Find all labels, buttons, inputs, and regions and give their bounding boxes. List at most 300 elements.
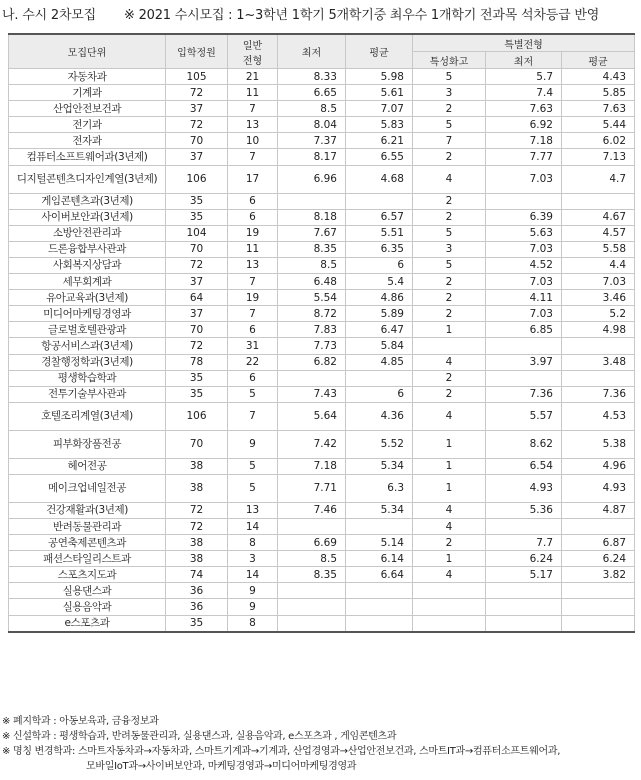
cell-min: 7.18 [278, 458, 346, 474]
cell-min: 7.71 [278, 474, 346, 502]
cell-special-school: 2 [413, 370, 486, 386]
footnote-renamed: ※ 명칭 변경학과: 스마트자동차과→자동차과, 스마트기계과→기계과, 산업경영과→산업안전보건과, 스마트IT과→컴퓨터소프트웨어과, [2, 746, 561, 757]
cell-min: 8.35 [278, 241, 346, 257]
table-row [9, 535, 635, 551]
cell-min: 6.48 [278, 274, 346, 290]
cell-special-min [486, 338, 562, 354]
table-row [9, 85, 635, 101]
cell-special-min [486, 615, 562, 632]
cell-general: 5 [228, 386, 278, 402]
cell-special-min: 7.18 [486, 133, 562, 149]
cell-special-school: 2 [413, 101, 486, 117]
cell-min: 6.96 [278, 165, 346, 193]
cell-quota: 105 [166, 69, 228, 85]
cell-general: 13 [228, 117, 278, 133]
table-row [9, 274, 635, 290]
cell-min [278, 599, 346, 615]
cell-unit: 유아교육과(3년제) [9, 290, 166, 306]
table-row [9, 193, 635, 209]
cell-min: 8.18 [278, 209, 346, 225]
table-row [9, 430, 635, 458]
cell-avg: 6.35 [346, 241, 413, 257]
cell-general: 13 [228, 502, 278, 518]
cell-special-min: 3.97 [486, 354, 562, 370]
cell-avg: 5.34 [346, 458, 413, 474]
cell-avg: 5.61 [346, 85, 413, 101]
cell-special-min [486, 370, 562, 386]
header-avg: 평균 [346, 34, 413, 69]
cell-unit: 컴퓨터소프트웨어과(3년제) [9, 149, 166, 165]
cell-unit: 소방안전관리과 [9, 225, 166, 241]
cell-quota: 106 [166, 402, 228, 430]
cell-quota: 38 [166, 474, 228, 502]
cell-special-min: 6.92 [486, 117, 562, 133]
cell-special-school: 1 [413, 474, 486, 502]
cell-min: 8.04 [278, 117, 346, 133]
cell-special-school [413, 615, 486, 632]
cell-min: 7.46 [278, 502, 346, 518]
cell-special-avg: 6.24 [562, 551, 635, 567]
cell-min: 8.72 [278, 306, 346, 322]
cell-unit: 실용음악과 [9, 599, 166, 615]
cell-min [278, 370, 346, 386]
cell-general: 9 [228, 583, 278, 599]
cell-special-school: 5 [413, 117, 486, 133]
table-row [9, 583, 635, 599]
cell-unit: 공연축제콘텐츠과 [9, 535, 166, 551]
header-special-min: 최저 [486, 52, 562, 69]
cell-special-school: 2 [413, 535, 486, 551]
cell-unit: 세무회계과 [9, 274, 166, 290]
cell-avg: 6 [346, 386, 413, 402]
cell-quota: 35 [166, 209, 228, 225]
cell-avg: 6.21 [346, 133, 413, 149]
cell-general: 13 [228, 257, 278, 273]
cell-special-avg: 4.93 [562, 474, 635, 502]
cell-general: 6 [228, 322, 278, 338]
cell-avg: 6.3 [346, 474, 413, 502]
table-row [9, 386, 635, 402]
cell-avg [346, 599, 413, 615]
cell-quota: 74 [166, 567, 228, 583]
cell-unit: 평생학습학과 [9, 370, 166, 386]
cell-quota: 38 [166, 535, 228, 551]
cell-special-school: 4 [413, 567, 486, 583]
cell-avg [346, 518, 413, 534]
cell-general: 11 [228, 241, 278, 257]
cell-avg: 6.14 [346, 551, 413, 567]
cell-special-school: 2 [413, 193, 486, 209]
cell-special-school: 5 [413, 69, 486, 85]
cell-general: 6 [228, 209, 278, 225]
table-row [9, 458, 635, 474]
cell-special-avg: 4.87 [562, 502, 635, 518]
table-row [9, 402, 635, 430]
table-row [9, 290, 635, 306]
cell-special-avg: 7.03 [562, 274, 635, 290]
cell-special-school: 1 [413, 322, 486, 338]
cell-special-school: 5 [413, 257, 486, 273]
cell-avg [346, 370, 413, 386]
table-row [9, 306, 635, 322]
section-title [2, 4, 641, 23]
cell-avg: 6.55 [346, 149, 413, 165]
cell-min: 7.67 [278, 225, 346, 241]
cell-special-avg [562, 599, 635, 615]
cell-quota: 35 [166, 615, 228, 632]
cell-general: 7 [228, 101, 278, 117]
cell-special-min: 5.7 [486, 69, 562, 85]
cell-avg: 5.84 [346, 338, 413, 354]
header-special-avg: 평균 [562, 52, 635, 69]
cell-special-school: 4 [413, 402, 486, 430]
cell-min: 8.5 [278, 551, 346, 567]
cell-special-avg: 4.96 [562, 458, 635, 474]
table-row [9, 241, 635, 257]
table-row [9, 101, 635, 117]
table-row [9, 69, 635, 85]
cell-special-avg: 3.82 [562, 567, 635, 583]
cell-special-min: 4.93 [486, 474, 562, 502]
cell-unit: e스포츠과 [9, 615, 166, 632]
cell-general: 7 [228, 402, 278, 430]
table-row [9, 225, 635, 241]
cell-avg: 5.89 [346, 306, 413, 322]
cell-special-school: 1 [413, 458, 486, 474]
cell-special-school [413, 599, 486, 615]
cell-general: 9 [228, 599, 278, 615]
cell-general: 19 [228, 225, 278, 241]
cell-quota: 70 [166, 241, 228, 257]
cell-quota: 72 [166, 518, 228, 534]
cell-general: 7 [228, 274, 278, 290]
cell-special-school [413, 583, 486, 599]
header-min: 최저 [278, 34, 346, 69]
cell-quota: 35 [166, 193, 228, 209]
table-row [9, 370, 635, 386]
cell-special-min: 6.54 [486, 458, 562, 474]
cell-special-avg [562, 615, 635, 632]
cell-unit: 드론융합부사관과 [9, 241, 166, 257]
cell-quota: 106 [166, 165, 228, 193]
cell-avg: 5.34 [346, 502, 413, 518]
cell-special-school: 4 [413, 354, 486, 370]
cell-avg: 4.86 [346, 290, 413, 306]
table-row [9, 599, 635, 615]
cell-quota: 72 [166, 502, 228, 518]
cell-special-min [486, 583, 562, 599]
cell-special-school: 2 [413, 386, 486, 402]
cell-min: 6.65 [278, 85, 346, 101]
cell-general: 5 [228, 458, 278, 474]
cell-unit: 사이버보안과(3년제) [9, 209, 166, 225]
cell-quota: 64 [166, 290, 228, 306]
cell-unit: 반려동물관리과 [9, 518, 166, 534]
cell-quota: 37 [166, 306, 228, 322]
cell-special-school [413, 338, 486, 354]
cell-min: 7.83 [278, 322, 346, 338]
cell-special-min: 7.4 [486, 85, 562, 101]
cell-special-avg: 4.57 [562, 225, 635, 241]
cell-special-avg: 4.67 [562, 209, 635, 225]
cell-special-avg: 4.7 [562, 165, 635, 193]
cell-min: 7.42 [278, 430, 346, 458]
cell-unit: 산업안전보건과 [9, 101, 166, 117]
cell-avg: 5.4 [346, 274, 413, 290]
cell-general: 5 [228, 474, 278, 502]
header-quota: 입학정원 [166, 34, 228, 69]
cell-min: 8.33 [278, 69, 346, 85]
cell-special-school: 3 [413, 85, 486, 101]
cell-unit: 글로벌호텔관광과 [9, 322, 166, 338]
cell-avg: 4.36 [346, 402, 413, 430]
cell-general: 9 [228, 430, 278, 458]
cell-min: 8.5 [278, 257, 346, 273]
cell-quota: 38 [166, 458, 228, 474]
cell-avg: 5.83 [346, 117, 413, 133]
cell-special-avg [562, 193, 635, 209]
cell-unit: 기계과 [9, 85, 166, 101]
cell-min: 5.64 [278, 402, 346, 430]
cell-avg: 5.98 [346, 69, 413, 85]
cell-special-school: 2 [413, 274, 486, 290]
table-row [9, 567, 635, 583]
cell-special-school: 2 [413, 149, 486, 165]
table-row [9, 149, 635, 165]
cell-general: 6 [228, 370, 278, 386]
cell-special-avg [562, 338, 635, 354]
cell-unit: 게임콘텐츠과(3년제) [9, 193, 166, 209]
footnotes [2, 714, 641, 774]
cell-unit: 스포츠지도과 [9, 567, 166, 583]
cell-special-avg: 3.46 [562, 290, 635, 306]
cell-special-min: 7.03 [486, 274, 562, 290]
cell-general: 7 [228, 149, 278, 165]
table-row [9, 257, 635, 273]
table-row [9, 502, 635, 518]
footnote-new: ※ 신설학과 : 평생학습과, 반려동물관리과, 실용댄스과, 실용음악과, e스포츠과 , 게임콘텐츠과 [2, 731, 397, 742]
cell-special-min: 6.39 [486, 209, 562, 225]
cell-special-avg: 7.13 [562, 149, 635, 165]
cell-general: 8 [228, 615, 278, 632]
cell-general: 31 [228, 338, 278, 354]
cell-quota: 35 [166, 386, 228, 402]
cell-special-min: 7.77 [486, 149, 562, 165]
header-special: 특별전형 [413, 34, 635, 52]
cell-quota: 72 [166, 257, 228, 273]
cell-quota: 70 [166, 430, 228, 458]
cell-unit: 항공서비스과(3년제) [9, 338, 166, 354]
cell-min [278, 518, 346, 534]
cell-quota: 35 [166, 370, 228, 386]
cell-min: 7.73 [278, 338, 346, 354]
cell-special-avg: 3.48 [562, 354, 635, 370]
cell-special-avg: 4.4 [562, 257, 635, 273]
cell-special-school: 2 [413, 209, 486, 225]
cell-special-min: 7.03 [486, 306, 562, 322]
cell-general: 11 [228, 85, 278, 101]
cell-quota: 70 [166, 133, 228, 149]
table-row [9, 354, 635, 370]
cell-avg [346, 615, 413, 632]
cell-special-avg: 5.58 [562, 241, 635, 257]
cell-avg: 5.52 [346, 430, 413, 458]
cell-quota: 72 [166, 338, 228, 354]
cell-quota: 104 [166, 225, 228, 241]
cell-special-min: 7.36 [486, 386, 562, 402]
cell-unit: 호텔조리계열(3년제) [9, 402, 166, 430]
cell-min: 6.69 [278, 535, 346, 551]
cell-quota: 78 [166, 354, 228, 370]
table-row [9, 133, 635, 149]
cell-general: 19 [228, 290, 278, 306]
table-row [9, 322, 635, 338]
cell-quota: 38 [166, 551, 228, 567]
cell-special-school: 2 [413, 290, 486, 306]
cell-quota: 37 [166, 101, 228, 117]
cell-unit: 메이크업네일전공 [9, 474, 166, 502]
cell-unit: 자동차과 [9, 69, 166, 85]
cell-special-min: 5.17 [486, 567, 562, 583]
cell-quota: 36 [166, 583, 228, 599]
cell-unit: 경찰행정학과(3년제) [9, 354, 166, 370]
cell-special-avg [562, 583, 635, 599]
cell-special-min [486, 599, 562, 615]
cell-special-min: 6.85 [486, 322, 562, 338]
cell-special-min: 7.03 [486, 165, 562, 193]
cell-special-avg: 7.36 [562, 386, 635, 402]
header-general-line1: 일반 [242, 40, 263, 52]
cell-unit: 헤어전공 [9, 458, 166, 474]
cell-special-avg: 6.02 [562, 133, 635, 149]
cell-unit: 패션스타일리스트과 [9, 551, 166, 567]
cell-general: 6 [228, 193, 278, 209]
cell-special-avg: 4.53 [562, 402, 635, 430]
cell-general: 21 [228, 69, 278, 85]
header-unit: 모집단위 [9, 34, 166, 69]
section-heading: 나. 수시 2차모집 [2, 8, 97, 23]
cell-avg: 5.14 [346, 535, 413, 551]
cell-special-school: 2 [413, 306, 486, 322]
cell-special-avg: 6.87 [562, 535, 635, 551]
cell-quota: 72 [166, 85, 228, 101]
section-note: ※ 2021 수시모집 : 1~3학년 1학기 5개학기중 최우수 1개학기 전과목 석차등급 반영 [123, 8, 600, 23]
cell-avg [346, 583, 413, 599]
cell-special-min [486, 518, 562, 534]
cell-special-min: 4.11 [486, 290, 562, 306]
cell-special-avg: 5.2 [562, 306, 635, 322]
cell-special-min: 8.62 [486, 430, 562, 458]
header-special-school: 특성화고 [413, 52, 486, 69]
cell-quota: 37 [166, 274, 228, 290]
cell-special-school: 4 [413, 502, 486, 518]
cell-avg: 5.51 [346, 225, 413, 241]
cell-special-school: 4 [413, 165, 486, 193]
cell-min: 5.54 [278, 290, 346, 306]
table-row [9, 117, 635, 133]
cell-special-school: 3 [413, 241, 486, 257]
table-row [9, 209, 635, 225]
cell-special-avg: 5.85 [562, 85, 635, 101]
cell-special-min: 4.52 [486, 257, 562, 273]
header-general-line2: 전형 [242, 55, 263, 67]
cell-unit: 전투기술부사관과 [9, 386, 166, 402]
cell-special-avg [562, 518, 635, 534]
table-row [9, 338, 635, 354]
cell-min: 6.82 [278, 354, 346, 370]
cell-special-avg: 5.44 [562, 117, 635, 133]
cell-avg: 6.57 [346, 209, 413, 225]
cell-min: 8.35 [278, 567, 346, 583]
cell-avg: 6.47 [346, 322, 413, 338]
cell-avg: 7.07 [346, 101, 413, 117]
admission-table [8, 33, 635, 633]
cell-general: 14 [228, 518, 278, 534]
cell-quota: 72 [166, 117, 228, 133]
cell-special-min: 6.24 [486, 551, 562, 567]
cell-min: 7.37 [278, 133, 346, 149]
cell-unit: 피부화장품전공 [9, 430, 166, 458]
cell-special-school: 5 [413, 225, 486, 241]
cell-special-avg: 4.43 [562, 69, 635, 85]
cell-unit: 실용댄스과 [9, 583, 166, 599]
cell-special-min: 5.36 [486, 502, 562, 518]
cell-unit: 전자과 [9, 133, 166, 149]
table-body [9, 69, 635, 632]
cell-min: 8.5 [278, 101, 346, 117]
cell-special-avg: 5.38 [562, 430, 635, 458]
cell-general: 7 [228, 306, 278, 322]
cell-min [278, 193, 346, 209]
cell-special-school: 4 [413, 518, 486, 534]
footnote-closed: ※ 폐지학과 : 아동보육과, 금융정보과 [2, 716, 159, 727]
cell-general: 8 [228, 535, 278, 551]
cell-general: 14 [228, 567, 278, 583]
cell-quota: 37 [166, 149, 228, 165]
table-row [9, 165, 635, 193]
cell-special-school: 1 [413, 551, 486, 567]
cell-avg: 4.85 [346, 354, 413, 370]
cell-avg: 4.68 [346, 165, 413, 193]
cell-min: 8.17 [278, 149, 346, 165]
cell-general: 17 [228, 165, 278, 193]
cell-special-school: 7 [413, 133, 486, 149]
cell-special-avg: 7.63 [562, 101, 635, 117]
table-row [9, 615, 635, 632]
cell-special-min [486, 193, 562, 209]
cell-quota: 36 [166, 599, 228, 615]
cell-special-school: 1 [413, 430, 486, 458]
cell-special-min: 7.03 [486, 241, 562, 257]
header-general [228, 34, 278, 69]
cell-general: 10 [228, 133, 278, 149]
cell-special-min: 5.57 [486, 402, 562, 430]
cell-avg [346, 193, 413, 209]
cell-special-avg [562, 370, 635, 386]
cell-unit: 미디어마케팅경영과 [9, 306, 166, 322]
table-row [9, 551, 635, 567]
cell-min [278, 583, 346, 599]
cell-special-min: 7.63 [486, 101, 562, 117]
cell-unit: 사회복지상담과 [9, 257, 166, 273]
cell-general: 22 [228, 354, 278, 370]
cell-min [278, 615, 346, 632]
cell-quota: 70 [166, 322, 228, 338]
table-row [9, 474, 635, 502]
cell-min: 7.43 [278, 386, 346, 402]
cell-avg: 6.64 [346, 567, 413, 583]
cell-special-min: 5.63 [486, 225, 562, 241]
